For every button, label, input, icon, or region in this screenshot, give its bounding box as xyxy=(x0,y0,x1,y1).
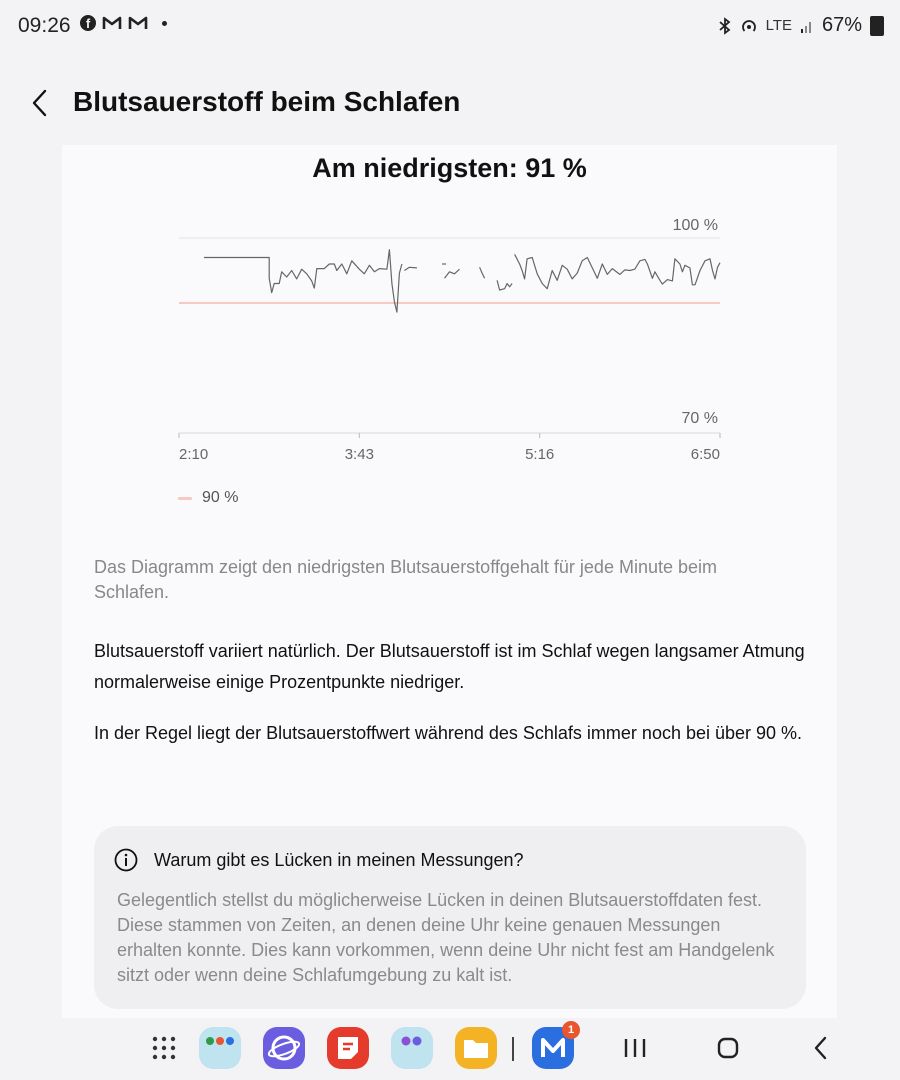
gmail-icon xyxy=(128,15,148,31)
app-folder-1[interactable] xyxy=(199,1027,241,1069)
hotspot-icon xyxy=(740,17,758,35)
app-header xyxy=(0,72,900,136)
recent-apps-button[interactable] xyxy=(614,1027,656,1069)
y-top-label: 100 % xyxy=(672,217,718,234)
status-time: 09:26 xyxy=(18,14,71,37)
bluetooth-icon xyxy=(718,17,732,35)
x-tick-label: 6:50 xyxy=(690,446,720,463)
y-bottom-label: 70 % xyxy=(681,410,718,427)
info-body: Gelegentlich stellst du möglicherweise Lücken in deinen Blutsauerstoffdaten fest. Diese stammen von Zeiten, an denen deine Uhr keine genauen Messungen erhalten konnte. Dies kann vorkommen, wenn deine Uhr nicht fest am Handgelenk sitzt oder wenn deine Schlafumgebung zu kalt ist. xyxy=(117,890,775,985)
app-folder-2[interactable] xyxy=(391,1027,433,1069)
grid-icon xyxy=(143,1027,185,1069)
x-tick-label: 5:16 xyxy=(525,446,555,463)
spo2-series-segment xyxy=(480,267,485,278)
spo2-series-segment xyxy=(515,254,720,288)
chevron-left-icon xyxy=(26,86,56,120)
my-files-app[interactable] xyxy=(455,1027,497,1069)
spo2-series-segment xyxy=(445,269,460,278)
app-drawer-button[interactable] xyxy=(143,1027,185,1069)
status-right xyxy=(718,14,884,37)
dock-separator xyxy=(512,1037,514,1061)
samsung-internet-app[interactable] xyxy=(263,1027,305,1069)
spo2-series-segment xyxy=(497,280,512,290)
more-notifications-dot xyxy=(162,21,167,26)
info-title: Warum gibt es Lücken in meinen Messungen? xyxy=(154,850,524,870)
files-icon xyxy=(455,1027,497,1069)
page-title: Blutsauerstoff beim Schlafen xyxy=(73,86,461,117)
gaps-info-box xyxy=(94,826,806,1009)
browser-icon xyxy=(263,1027,305,1069)
home-button[interactable] xyxy=(707,1027,749,1069)
notification-badge: 1 xyxy=(562,1021,580,1039)
notes-icon xyxy=(327,1027,369,1069)
signal-icon xyxy=(800,18,814,34)
back-nav-button[interactable] xyxy=(800,1027,842,1069)
lte-icon: LTE xyxy=(765,17,792,34)
home-icon xyxy=(707,1027,749,1069)
chart-legend xyxy=(178,489,238,507)
gmail-icon xyxy=(102,15,122,31)
content-card xyxy=(62,145,837,1018)
battery-icon xyxy=(870,16,884,36)
back-button[interactable] xyxy=(26,86,56,120)
back-icon xyxy=(800,1027,842,1069)
spo2-series-segment xyxy=(404,267,417,270)
battery-percent: 67% xyxy=(821,14,862,36)
messenger-app[interactable] xyxy=(532,1024,575,1069)
x-tick-label: 2:10 xyxy=(179,446,209,463)
spo2-chart xyxy=(62,195,837,525)
navigation-bar xyxy=(0,1018,900,1080)
info-icon xyxy=(114,848,138,872)
recents-icon xyxy=(614,1027,656,1069)
notification-icons xyxy=(80,15,167,31)
lowest-value-label: Am niedrigsten: 91 % xyxy=(312,153,587,183)
legend-label: 90 % xyxy=(202,489,239,506)
status-bar xyxy=(0,0,900,52)
folder-icon xyxy=(199,1027,241,1069)
folder-icon xyxy=(391,1027,433,1069)
info-paragraph: In der Regel liegt der Blutsauerstoffwert während des Schlafs immer noch bei über 90 %. xyxy=(94,723,803,743)
notes-app[interactable] xyxy=(327,1027,369,1069)
info-paragraph: Blutsauerstoff variiert natürlich. Der Blutsauerstoff ist im Schlaf wegen langsamer Atmung normalerweise einige Prozentpunkte niedriger. xyxy=(94,641,805,692)
facebook-icon: f xyxy=(80,15,96,31)
x-tick-label: 3:43 xyxy=(344,446,374,463)
chart-description: Das Diagramm zeigt den niedrigsten Blutsauerstoffgehalt für jede Minute beim Schlafen. xyxy=(94,557,717,602)
legend-swatch xyxy=(178,497,192,500)
